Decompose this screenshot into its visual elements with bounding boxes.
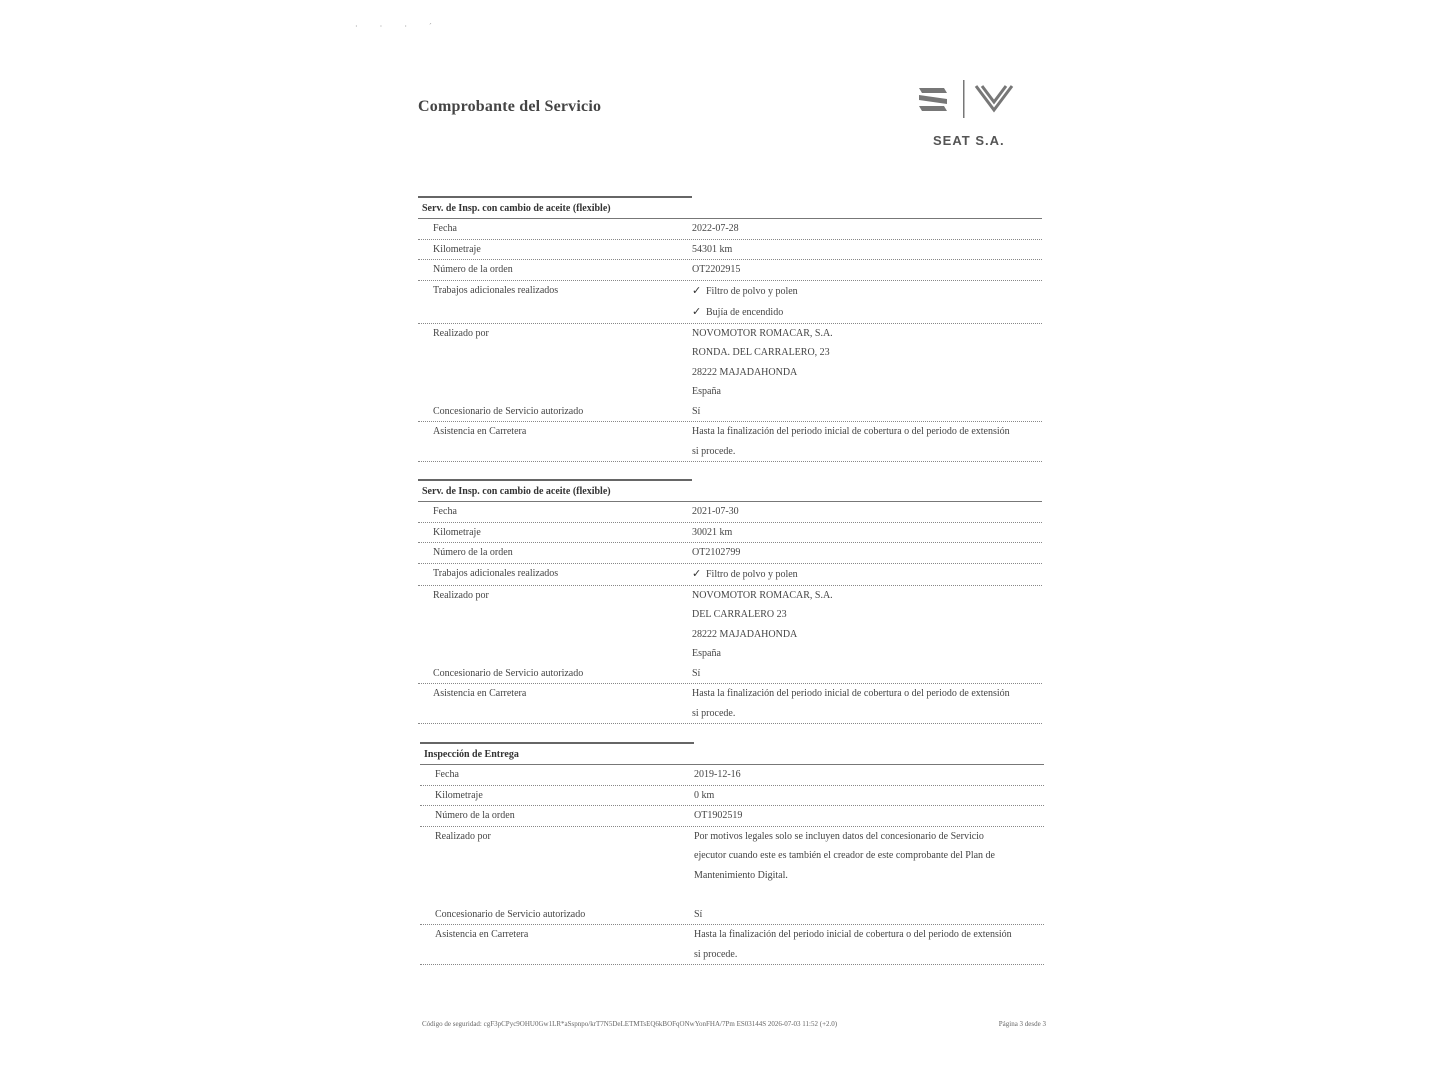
row-asistencia bbox=[418, 422, 1042, 462]
row-realizado-por bbox=[420, 827, 1044, 905]
row-fecha bbox=[418, 502, 1042, 523]
row-value: OT2202915 bbox=[692, 264, 741, 275]
row-concesionario bbox=[418, 664, 1042, 685]
row-value: Filtro de polvo y polen bbox=[706, 285, 798, 297]
row-value: Sí bbox=[694, 908, 703, 920]
section-title: Inspección de Entrega bbox=[420, 744, 1044, 765]
row-numero-orden bbox=[420, 806, 1044, 827]
row-fecha bbox=[418, 219, 1042, 240]
row-value: Por motivos legales solo se incluyen datos del concesionario de Servicio bbox=[694, 830, 984, 842]
row-label: Trabajos adicionales realizados bbox=[433, 567, 559, 579]
security-code: Código de seguridad: cgF3pCPyc9OHU0Gw1LR*aSspnpo/krT7N5DeLETMTsEQ6kBOFqONwYonFHA/7Pm ES03144S 2026-07-03 11:52 (+2.0) bbox=[422, 1020, 838, 1028]
row-realizado-por bbox=[418, 586, 1042, 664]
row-trabajos-adicionales bbox=[418, 281, 1042, 324]
seat-cupra-logo-icon bbox=[916, 78, 1016, 118]
row-value: 28222 MAJADAHONDA bbox=[692, 366, 798, 378]
row-value: España bbox=[692, 386, 721, 397]
row-value: Filtro de polvo y polen bbox=[706, 568, 798, 580]
row-value: NOVOMOTOR ROMACAR, S.A. bbox=[692, 589, 833, 601]
row-label: Realizado por bbox=[433, 327, 489, 339]
row-concesionario bbox=[420, 905, 1044, 926]
row-label: Kilometraje bbox=[435, 789, 483, 801]
check-icon: ✓ bbox=[692, 567, 702, 580]
row-value: OT1902519 bbox=[694, 810, 743, 821]
row-trabajos-adicionales bbox=[418, 564, 1042, 586]
row-value: si procede. bbox=[692, 707, 736, 719]
row-value: Bujía de encendido bbox=[706, 306, 784, 318]
row-asistencia bbox=[418, 684, 1042, 724]
row-value: 2021-07-30 bbox=[692, 506, 739, 517]
row-label: Asistencia en Carretera bbox=[433, 688, 527, 699]
row-value: DEL CARRALERO 23 bbox=[692, 609, 787, 620]
row-value: 2019-12-16 bbox=[694, 769, 741, 780]
row-value: Hasta la finalización del periodo inicial de cobertura o del periodo de extensión bbox=[692, 426, 1010, 437]
row-value: 28222 MAJADAHONDA bbox=[692, 628, 798, 640]
row-label: Concesionario de Servicio autorizado bbox=[433, 405, 584, 417]
page-number: Página 3 desde 3 bbox=[998, 1020, 1046, 1028]
row-kilometraje bbox=[418, 523, 1042, 544]
document-footer bbox=[422, 1020, 1046, 1028]
row-asistencia bbox=[420, 925, 1044, 965]
row-value: 54301 km bbox=[692, 243, 733, 255]
company-name: SEAT S.A. bbox=[933, 133, 1005, 148]
check-icon: ✓ bbox=[692, 284, 702, 297]
row-value: Sí bbox=[692, 667, 701, 679]
row-value: Mantenimiento Digital. bbox=[694, 869, 788, 881]
row-value: si procede. bbox=[692, 445, 736, 457]
delivery-inspection-section bbox=[420, 742, 1044, 965]
row-label: Realizado por bbox=[435, 830, 491, 842]
row-label: Realizado por bbox=[433, 589, 489, 601]
row-value: OT2102799 bbox=[692, 547, 741, 558]
section-title: Serv. de Insp. con cambio de aceite (flexible) bbox=[418, 481, 1042, 502]
row-value: España bbox=[692, 648, 721, 659]
row-label: Kilometraje bbox=[433, 243, 481, 255]
row-value: Hasta la finalización del periodo inicial de cobertura o del periodo de extensión bbox=[692, 688, 1010, 699]
document-title: Comprobante del Servicio bbox=[418, 98, 602, 115]
row-value: NOVOMOTOR ROMACAR, S.A. bbox=[692, 327, 833, 339]
row-label: Fecha bbox=[433, 506, 457, 517]
row-label: Asistencia en Carretera bbox=[435, 929, 529, 940]
row-value: 30021 km bbox=[692, 526, 733, 538]
row-fecha bbox=[420, 765, 1044, 786]
section-title: Serv. de Insp. con cambio de aceite (flexible) bbox=[418, 198, 1042, 219]
row-value: si procede. bbox=[694, 948, 738, 960]
service-section-2 bbox=[418, 479, 1042, 724]
row-numero-orden bbox=[418, 543, 1042, 564]
row-value: 0 km bbox=[694, 789, 715, 801]
row-label: Asistencia en Carretera bbox=[433, 426, 527, 437]
row-label: Número de la orden bbox=[433, 264, 513, 275]
row-label: Concesionario de Servicio autorizado bbox=[435, 908, 586, 920]
row-kilometraje bbox=[418, 240, 1042, 261]
check-icon: ✓ bbox=[692, 305, 702, 318]
row-numero-orden bbox=[418, 260, 1042, 281]
row-label: Concesionario de Servicio autorizado bbox=[433, 667, 584, 679]
row-kilometraje bbox=[420, 786, 1044, 807]
row-value: ejecutor cuando este es también el creador de este comprobante del Plan de bbox=[694, 850, 995, 861]
row-value: RONDA. DEL CARRALERO, 23 bbox=[692, 347, 830, 358]
row-concesionario bbox=[418, 402, 1042, 423]
row-realizado-por bbox=[418, 324, 1042, 402]
row-label: Fecha bbox=[433, 223, 457, 234]
service-section-1 bbox=[418, 196, 1042, 462]
row-value: Sí bbox=[692, 405, 701, 417]
row-label: Fecha bbox=[435, 769, 459, 780]
row-label: Número de la orden bbox=[435, 810, 515, 821]
scan-specks: · · · ˊ bbox=[355, 22, 442, 31]
row-value: Hasta la finalización del periodo inicial de cobertura o del periodo de extensión bbox=[694, 929, 1012, 940]
row-value bbox=[694, 885, 1040, 905]
row-label: Número de la orden bbox=[433, 547, 513, 558]
row-label: Trabajos adicionales realizados bbox=[433, 284, 559, 296]
row-value: 2022-07-28 bbox=[692, 223, 739, 234]
row-label: Kilometraje bbox=[433, 526, 481, 538]
